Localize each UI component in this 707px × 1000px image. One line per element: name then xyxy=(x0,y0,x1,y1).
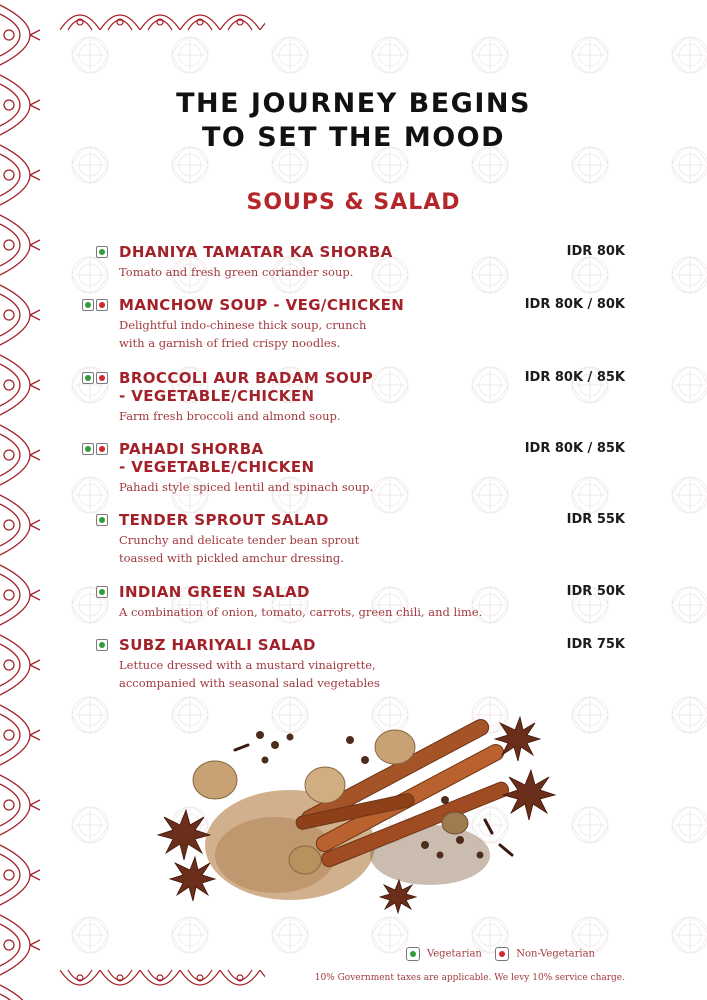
veg-icon xyxy=(96,514,108,526)
menu-item-price: IDR 80K / 85K xyxy=(524,370,625,385)
legend-veg-label: Vegetarian xyxy=(426,948,482,960)
diet-badges xyxy=(82,586,110,598)
menu-item-name-line: SUBZ HARIYALI SALAD xyxy=(119,636,316,654)
menu-item-description xyxy=(119,407,539,425)
menu-item-description-line: toassed with pickled amchur dressing. xyxy=(119,551,344,565)
menu-item-name-line: TENDER SPROUT SALAD xyxy=(119,511,329,529)
diet-legend xyxy=(396,947,595,961)
menu-item-description-line: Crunchy and delicate tender bean sprout xyxy=(119,533,360,547)
menu-item-description-line: Farm fresh broccoli and almond soup. xyxy=(119,409,341,423)
menu-item-name xyxy=(119,583,419,601)
menu-item-description xyxy=(119,603,539,621)
veg-icon xyxy=(96,586,108,598)
menu-item-name-line: PAHADI SHORBA xyxy=(119,440,264,458)
headline-line-2: TO SET THE MOOD xyxy=(201,122,506,153)
legend-nonveg-label: Non-Vegetarian xyxy=(516,948,595,960)
menu-item-description-line: with a garnish of fried crispy noodles. xyxy=(119,336,341,350)
nonveg-icon xyxy=(96,299,108,311)
diet-badges xyxy=(82,639,110,651)
veg-icon xyxy=(82,372,94,384)
nonveg-icon xyxy=(495,947,509,961)
veg-icon xyxy=(82,443,94,455)
diet-badges xyxy=(82,514,110,526)
legend-nonveg xyxy=(495,947,595,961)
menu-item-description-line: Tomato and fresh green coriander soup. xyxy=(119,265,354,279)
legend-veg xyxy=(406,947,482,961)
menu-item-description xyxy=(119,263,539,281)
menu-item-price: IDR 80K xyxy=(566,244,625,259)
menu-item-description xyxy=(119,478,539,496)
veg-icon xyxy=(96,246,108,258)
veg-icon xyxy=(96,639,108,651)
menu-item-price: IDR 75K xyxy=(566,637,625,652)
menu-item-name xyxy=(119,369,419,405)
menu-item-price: IDR 80K / 80K xyxy=(524,297,625,312)
menu-item-name-line: MANCHOW SOUP - VEG/CHICKEN xyxy=(119,296,405,314)
menu-item-description-line: A combination of onion, tomato, carrots, green chili, and lime. xyxy=(119,605,483,619)
menu-item-name-line: DHANIYA TAMATAR KA SHORBA xyxy=(119,243,393,261)
menu-item-price: IDR 50K xyxy=(566,584,625,599)
menu-item-price: IDR 80K / 85K xyxy=(524,441,625,456)
menu-item-name-line: BROCCOLI AUR BADAM SOUP xyxy=(119,369,374,387)
menu-item-name xyxy=(119,511,419,529)
headline-line-1: THE JOURNEY BEGINS xyxy=(176,88,531,119)
spices-illustration xyxy=(140,705,570,920)
nonveg-icon xyxy=(96,372,108,384)
diet-badges xyxy=(82,372,110,384)
menu-item-description-line: accompanied with seasonal salad vegetables xyxy=(119,676,380,690)
menu-item-name xyxy=(119,296,419,314)
menu-item-description-line: Pahadi style spiced lentil and spinach soup. xyxy=(119,480,374,494)
menu-item-description-line: Lettuce dressed with a mustard vinaigrette, xyxy=(119,658,376,672)
section-title: SOUPS & SALAD xyxy=(246,190,461,215)
veg-icon xyxy=(82,299,94,311)
diet-badges xyxy=(82,246,110,258)
tax-footnote: 10% Government taxes are applicable. We levy 10% service charge. xyxy=(314,973,625,983)
diet-badges xyxy=(82,443,110,455)
menu-item-description xyxy=(119,316,539,352)
menu-item-description xyxy=(119,656,539,692)
nonveg-icon xyxy=(96,443,108,455)
menu-item-description xyxy=(119,531,539,567)
menu-item-name-line: - VEGETABLE/CHICKEN xyxy=(119,458,315,476)
menu-item-description-line: Delightful indo-chinese thick soup, crunch xyxy=(119,318,367,332)
menu-item-name xyxy=(119,440,419,476)
menu-item-name xyxy=(119,636,419,654)
diet-badges xyxy=(82,299,110,311)
menu-item-price: IDR 55K xyxy=(566,512,625,527)
menu-item-name xyxy=(119,243,419,261)
veg-icon xyxy=(406,947,420,961)
menu-item-name-line: - VEGETABLE/CHICKEN xyxy=(119,387,315,405)
menu-item-name-line: INDIAN GREEN SALAD xyxy=(119,583,310,601)
